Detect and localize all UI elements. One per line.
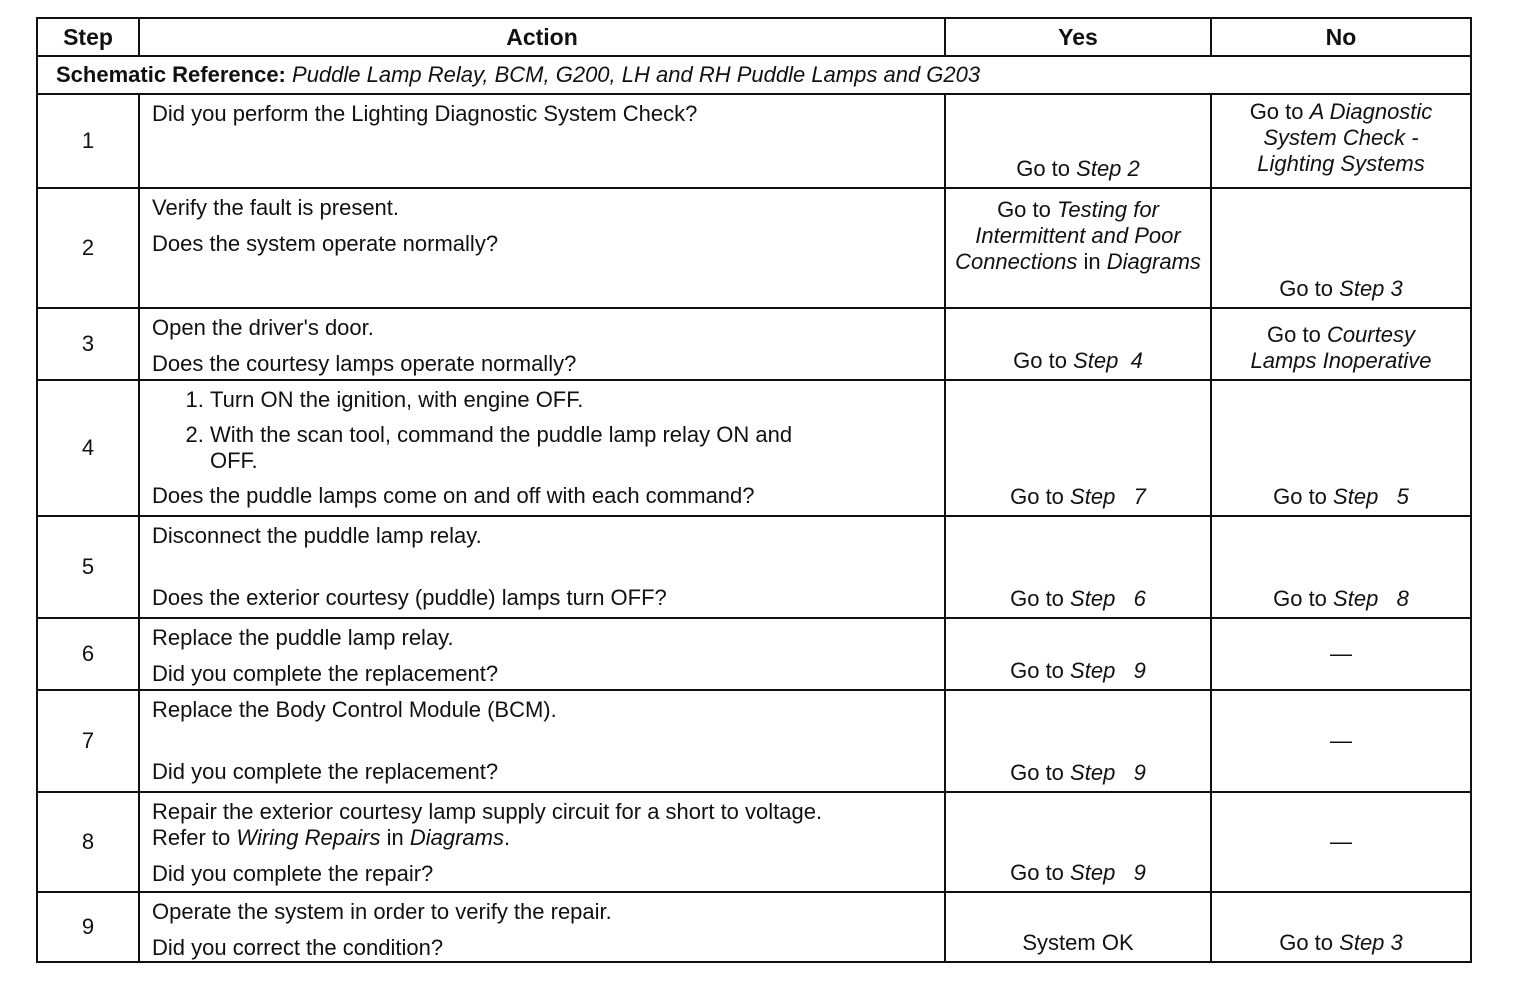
action-line: Did you correct the condition? (152, 935, 444, 960)
action-line: Does the exterior courtesy (puddle) lamps turn OFF? (152, 585, 667, 610)
yes-ref: Step 2 (1076, 156, 1140, 181)
no-dash: — (1330, 727, 1352, 753)
no-ref: Courtesy Lamps Inoperative (1250, 322, 1432, 373)
schematic-reference (37, 56, 1471, 94)
table-row (37, 792, 1471, 892)
no-cell (1211, 188, 1471, 308)
yes-mid: in (1083, 249, 1101, 274)
action-line: Repair the exterior courtesy lamp supply circuit for a short to voltage. (152, 799, 823, 824)
action-line: Operate the system in order to verify the repair. (152, 899, 612, 924)
step-number: 1 (37, 94, 139, 188)
header-row (37, 18, 1471, 56)
table-row (37, 618, 1471, 690)
action-line: Did you complete the replacement? (152, 759, 499, 784)
yes-prefix: Go to (1010, 860, 1064, 885)
no-cell (1211, 308, 1471, 380)
yes-prefix: Go to (1010, 586, 1064, 611)
yes-prefix: Go to (1016, 156, 1071, 181)
no-ref: Step 3 (1339, 930, 1403, 955)
list-item: 2. With the scan tool, command the puddle lamp relay ON and OFF. (210, 422, 932, 474)
no-cell (1211, 690, 1471, 792)
action-cell (139, 690, 945, 792)
no-ref: Step 5 (1333, 484, 1409, 509)
yes-prefix: Go to (1010, 760, 1064, 785)
action-line: Did you complete the repair? (152, 861, 434, 886)
step-number: 9 (37, 892, 139, 962)
header-yes: Yes (945, 18, 1211, 56)
step-number: 3 (37, 308, 139, 380)
refer-end: . (503, 825, 511, 850)
yes-cell (945, 892, 1211, 962)
yes-ref: Testing for Intermittent and Poor Connections (955, 197, 1181, 274)
action-line: Does the courtesy lamps operate normally? (152, 351, 577, 376)
no-prefix: Go to (1273, 484, 1327, 509)
action-line: Does the puddle lamps come on and off with each command? (152, 483, 755, 508)
yes-cell (945, 690, 1211, 792)
header-step: Step (37, 18, 139, 56)
action-line (152, 825, 932, 851)
table-row (37, 516, 1471, 618)
yes-ref: Step 6 (1070, 586, 1146, 611)
yes-ref: Step 9 (1070, 860, 1146, 885)
yes-cell (945, 308, 1211, 380)
step-number: 7 (37, 690, 139, 792)
yes-cell (945, 380, 1211, 516)
table-row (37, 690, 1471, 792)
action-cell (139, 516, 945, 618)
table-row (37, 380, 1471, 516)
refer-ref-2: Diagrams (409, 825, 504, 850)
action-cell (139, 308, 945, 380)
action-line: Replace the Body Control Module (BCM). (152, 697, 557, 722)
yes-prefix: Go to (1010, 658, 1064, 683)
action-line: Did you complete the replacement? (152, 661, 499, 686)
refer-mid: in (386, 825, 404, 850)
action-line: Replace the puddle lamp relay. (152, 625, 454, 650)
no-prefix: Go to (1249, 99, 1304, 124)
action-cell (139, 618, 945, 690)
yes-cell (945, 516, 1211, 618)
no-dash: — (1330, 640, 1352, 666)
action-cell (139, 792, 945, 892)
no-cell (1211, 892, 1471, 962)
yes-cell (945, 94, 1211, 188)
action-line: Disconnect the puddle lamp relay. (152, 523, 482, 548)
yes-cell (945, 618, 1211, 690)
schematic-text: Puddle Lamp Relay, BCM, G200, LH and RH Puddle Lamps and G203 (292, 62, 981, 87)
no-dash: — (1330, 828, 1352, 854)
no-ref: Step 8 (1333, 586, 1409, 611)
yes-prefix: Go to (1013, 348, 1067, 373)
yes-cell (945, 792, 1211, 892)
no-cell (1211, 618, 1471, 690)
yes-prefix: Go to (1010, 484, 1064, 509)
yes-prefix: Go to (997, 197, 1051, 222)
no-prefix: Go to (1267, 322, 1321, 347)
action-cell (139, 94, 945, 188)
refer-ref: Wiring Repairs (236, 825, 381, 850)
action-cell (139, 892, 945, 962)
no-prefix: Go to (1279, 930, 1334, 955)
yes-text: System OK (1022, 930, 1134, 955)
step-number: 6 (37, 618, 139, 690)
list-item: 1. Turn ON the ignition, with engine OFF. (210, 387, 932, 413)
no-prefix: Go to (1273, 586, 1327, 611)
step-number: 8 (37, 792, 139, 892)
yes-ref: Step 9 (1070, 658, 1146, 683)
table-row (37, 94, 1471, 188)
yes-ref: Step 7 (1070, 484, 1146, 509)
yes-cell (945, 188, 1211, 308)
yes-ref-2: Diagrams (1106, 249, 1201, 274)
no-cell (1211, 94, 1471, 188)
no-cell (1211, 792, 1471, 892)
header-no: No (1211, 18, 1471, 56)
action-cell (139, 188, 945, 308)
step-number: 4 (37, 380, 139, 516)
schematic-label: Schematic Reference: (56, 62, 286, 87)
diagnostic-table (36, 17, 1472, 963)
table-row (37, 308, 1471, 380)
step-number: 5 (37, 516, 139, 618)
yes-ref: Step 9 (1070, 760, 1146, 785)
action-line: Does the system operate normally? (152, 231, 499, 256)
schematic-row (37, 56, 1471, 94)
action-line: Verify the fault is present. (152, 195, 400, 220)
yes-ref: Step 4 (1073, 348, 1143, 373)
no-cell (1211, 516, 1471, 618)
action-line: Open the driver's door. (152, 315, 374, 340)
no-ref: A Diagnostic System Check - Lighting Systems (1257, 99, 1433, 176)
action-steps-list (152, 387, 932, 474)
no-prefix: Go to (1279, 276, 1334, 301)
action-cell (139, 380, 945, 516)
no-cell (1211, 380, 1471, 516)
header-action: Action (139, 18, 945, 56)
refer-prefix: Refer to (152, 825, 231, 850)
no-ref: Step 3 (1339, 276, 1403, 301)
step-number: 2 (37, 188, 139, 308)
table-row (37, 188, 1471, 308)
action-line: Did you perform the Lighting Diagnostic System Check? (152, 101, 698, 126)
table-row (37, 892, 1471, 962)
